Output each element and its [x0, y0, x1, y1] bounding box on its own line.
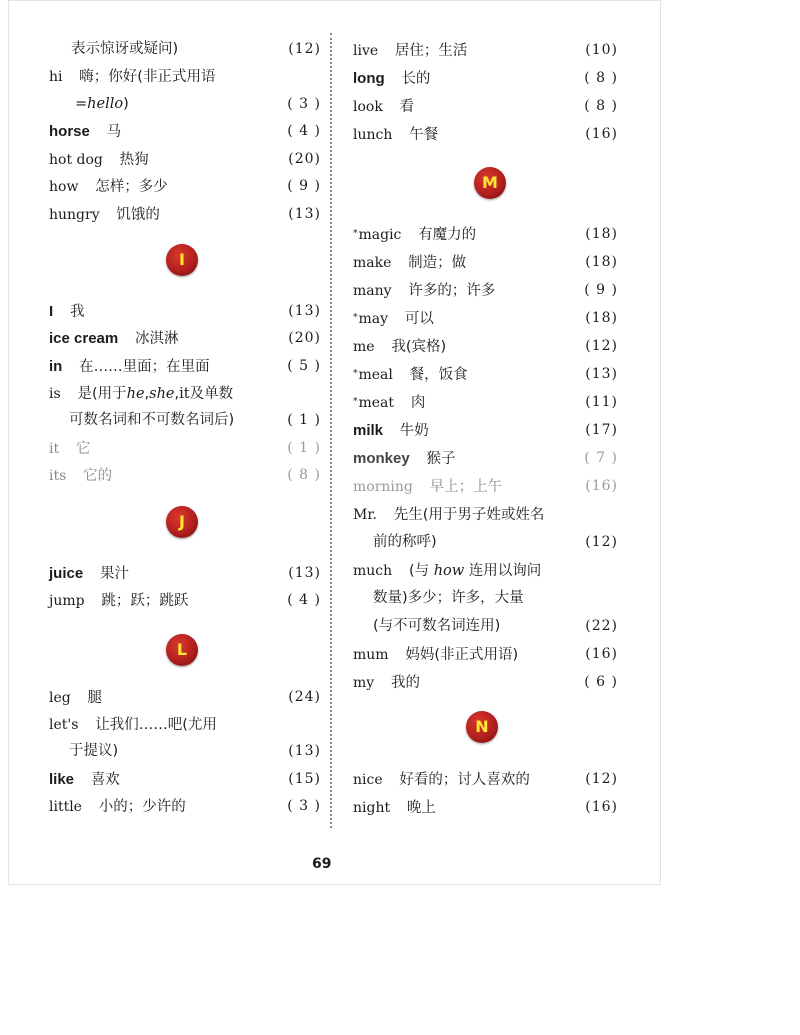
entry-little	[49, 795, 321, 817]
headword: look	[353, 99, 383, 115]
headword: live	[353, 43, 379, 59]
headword: Mr.	[353, 507, 377, 523]
page-reference: ( 8 )	[584, 70, 618, 86]
page-reference: ( 8 )	[584, 98, 618, 114]
badge-letter: L	[176, 640, 188, 659]
definition: 可以	[404, 311, 434, 327]
page-reference: ( 8 )	[287, 467, 321, 483]
definition	[77, 386, 233, 402]
page-reference: (16)	[585, 646, 618, 662]
entry-mum	[353, 643, 618, 665]
entry-me	[353, 335, 618, 357]
definition: 先生(用于男子姓或姓名	[393, 507, 545, 523]
headword: let's	[49, 717, 79, 733]
headword: may	[358, 311, 389, 327]
entry-long	[353, 67, 618, 89]
definition: 制造；做	[408, 255, 467, 271]
page-reference: (13)	[288, 303, 321, 319]
headword: long	[353, 70, 385, 87]
headword: in	[49, 358, 63, 375]
headword: I	[49, 303, 54, 320]
definition: 长的	[401, 71, 431, 87]
italic-word: hello	[87, 96, 124, 112]
definition: 许多的；许多	[408, 283, 496, 299]
letter-badge-l	[166, 634, 198, 666]
entry-continuation	[71, 38, 321, 60]
definition-part: (与	[408, 563, 430, 579]
definition: 早上；上午	[429, 479, 503, 495]
definition-text: 于提议)	[69, 743, 119, 759]
headword: my	[353, 675, 375, 691]
entry-continuation	[373, 615, 618, 637]
headword: night	[353, 800, 391, 816]
page-reference: ( 1 )	[287, 412, 321, 428]
headword: hungry	[49, 207, 100, 223]
page-reference: (16)	[585, 126, 618, 142]
headword: lunch	[353, 127, 393, 143]
headword: its	[49, 468, 67, 484]
definition: 好看的；讨人喜欢的	[399, 772, 530, 788]
definition: 饥饿的	[116, 207, 160, 223]
badge-letter: I	[179, 250, 185, 269]
entry-meat	[353, 391, 618, 413]
entry-look	[353, 95, 618, 117]
entry-its	[49, 464, 321, 486]
page-reference: (18)	[585, 254, 618, 270]
headword: me	[353, 339, 375, 355]
headword: magic	[358, 227, 402, 243]
entry-how	[49, 175, 321, 197]
definition-text: 数量)多少；许多，大量	[373, 590, 524, 606]
headword: is	[49, 386, 61, 402]
page-reference: (18)	[585, 310, 618, 326]
page-reference: ( 1 )	[287, 440, 321, 456]
headword: jump	[49, 593, 85, 609]
definition: 看	[399, 99, 415, 115]
definition-part: 连用以询问	[468, 563, 542, 579]
page-reference: (12)	[585, 534, 618, 550]
comma: ,	[144, 386, 150, 402]
entry-my	[353, 671, 618, 693]
entry-is	[49, 382, 321, 404]
definition: 午餐	[409, 127, 439, 143]
headword: it	[49, 441, 60, 457]
letter-badge-m	[474, 167, 506, 199]
badge-letter: M	[482, 173, 498, 192]
definition: 跳；跃；跳跃	[101, 593, 189, 609]
definition-text: (与不可数名词连用)	[373, 618, 501, 634]
column-divider	[330, 33, 332, 828]
star-marker: *	[353, 313, 358, 323]
close-paren: )	[123, 96, 129, 112]
definition: 小的；少许的	[98, 799, 186, 815]
page-reference: ( 3 )	[287, 798, 321, 814]
definition	[409, 563, 541, 579]
definition: 它的	[83, 468, 113, 484]
entry-nice	[353, 768, 618, 790]
entry-continuation	[75, 93, 321, 115]
page-reference: (16)	[585, 478, 618, 494]
definition: 有魔力的	[418, 227, 477, 243]
page-reference: (22)	[585, 618, 618, 634]
page-reference: ( 9 )	[287, 178, 321, 194]
entry-lunch	[353, 123, 618, 145]
entry-horse	[49, 120, 321, 142]
headword: ice cream	[49, 330, 119, 347]
definition: 晚上	[406, 800, 436, 816]
entry-continuation	[373, 587, 618, 609]
badge-letter: J	[179, 512, 185, 531]
equals-sign: =	[75, 96, 88, 112]
entry-magic	[353, 223, 618, 245]
star-marker: *	[353, 229, 358, 239]
headword: hot dog	[49, 152, 103, 168]
entry-like	[49, 768, 321, 790]
page-reference: (20)	[288, 151, 321, 167]
entry-many	[353, 279, 618, 301]
page-reference: ( 3 )	[287, 96, 321, 112]
entry-morning	[353, 475, 618, 497]
definition: 果汁	[99, 566, 129, 582]
definition: 怎样；多少	[95, 179, 168, 195]
definition-part: 及单数	[189, 386, 234, 402]
page-reference: (13)	[288, 743, 321, 759]
headword: many	[353, 283, 392, 299]
entry-in	[49, 355, 321, 377]
definition: 腿	[87, 690, 103, 706]
entry-make	[353, 251, 618, 273]
definition: 肉	[410, 395, 426, 411]
italic-pronoun: she	[149, 386, 175, 402]
entry-hungry	[49, 203, 321, 225]
page-reference: (20)	[288, 330, 321, 346]
headword: milk	[353, 422, 384, 439]
definition-text: 表示惊讶或疑问)	[71, 41, 179, 57]
definition: 在……里面；在里面	[79, 359, 210, 375]
entry-monkey	[353, 447, 618, 469]
headword: make	[353, 255, 392, 271]
definition: 我(宾格)	[391, 339, 447, 355]
entry-juice	[49, 562, 321, 584]
definition: 牛奶	[399, 423, 429, 439]
entry-jump	[49, 589, 321, 611]
page-reference: (12)	[288, 41, 321, 57]
page-reference: (11)	[585, 394, 618, 410]
page-reference: (10)	[585, 42, 618, 58]
entry-lets	[49, 713, 321, 735]
star-marker: *	[353, 397, 358, 407]
page-reference: (13)	[288, 206, 321, 222]
headword: meal	[358, 367, 393, 383]
page-reference: (17)	[585, 422, 618, 438]
definition-part: 是(用于	[77, 386, 127, 402]
page-reference: ( 9 )	[584, 282, 618, 298]
badge-letter: N	[475, 717, 489, 736]
headword: hi	[49, 69, 63, 85]
definition: 餐，饭食	[409, 367, 468, 383]
headword: meat	[358, 395, 395, 411]
entry-hi	[49, 65, 321, 87]
definition: 热狗	[119, 152, 149, 168]
entry-i	[49, 300, 321, 322]
entry-milk	[353, 419, 618, 441]
page-reference: ( 5 )	[287, 358, 321, 374]
page-reference: ( 4 )	[287, 592, 321, 608]
pronoun-it: it	[179, 386, 190, 402]
entry-continuation	[69, 740, 321, 762]
entry-continuation	[373, 531, 618, 553]
definition: 嗨；你好(非正式用语	[79, 69, 216, 85]
definition: 居住；生活	[394, 43, 468, 59]
headword: much	[353, 563, 393, 579]
headword: nice	[353, 772, 383, 788]
entry-leg	[49, 686, 321, 708]
comma: ,	[174, 386, 180, 402]
definition: 我的	[390, 675, 420, 691]
page-reference: (12)	[585, 338, 618, 354]
definition: 马	[106, 124, 122, 140]
headword: morning	[353, 479, 413, 495]
definition: 喜欢	[90, 772, 120, 788]
page-reference: ( 6 )	[584, 674, 618, 690]
page-reference: (15)	[288, 771, 321, 787]
entry-continuation	[69, 409, 321, 431]
headword: leg	[49, 690, 71, 706]
page-reference: ( 7 )	[584, 450, 618, 466]
entry-it	[49, 437, 321, 459]
page-reference: (16)	[585, 799, 618, 815]
letter-badge-i	[166, 244, 198, 276]
page-number: 69	[312, 856, 332, 872]
page-reference: (13)	[288, 565, 321, 581]
definition: 让我们……吧(尤用	[95, 717, 217, 733]
headword: how	[49, 179, 79, 195]
entry-may	[353, 307, 618, 329]
star-marker: *	[353, 369, 358, 379]
entry-night	[353, 796, 618, 818]
definition-text: 前的称呼)	[373, 534, 437, 550]
headword: mum	[353, 647, 389, 663]
definition-text: 可数名词和不可数名词后)	[69, 412, 235, 428]
entry-meal	[353, 363, 618, 385]
page-reference: (18)	[585, 226, 618, 242]
headword: monkey	[353, 450, 410, 467]
headword: little	[49, 799, 82, 815]
dictionary-page	[8, 0, 661, 885]
headword: juice	[49, 565, 84, 582]
definition: 猴子	[426, 451, 456, 467]
letter-badge-j	[166, 506, 198, 538]
italic-pronoun: he	[126, 386, 145, 402]
italic-word: how	[433, 563, 465, 579]
page-reference: (13)	[585, 366, 618, 382]
entry-live	[353, 39, 618, 61]
headword: like	[49, 771, 75, 788]
page-reference: (12)	[585, 771, 618, 787]
page-reference: (24)	[288, 689, 321, 705]
page-reference: ( 4 )	[287, 123, 321, 139]
definition: 它	[75, 441, 91, 457]
definition: 冰淇淋	[135, 331, 179, 347]
entry-hot-dog	[49, 148, 321, 170]
headword: horse	[49, 123, 90, 140]
entry-much	[353, 559, 618, 581]
letter-badge-n	[466, 711, 498, 743]
entry-ice-cream	[49, 327, 321, 349]
entry-mr	[353, 503, 618, 525]
definition: 妈妈(非正式用语)	[405, 647, 519, 663]
definition: 我	[69, 304, 85, 320]
